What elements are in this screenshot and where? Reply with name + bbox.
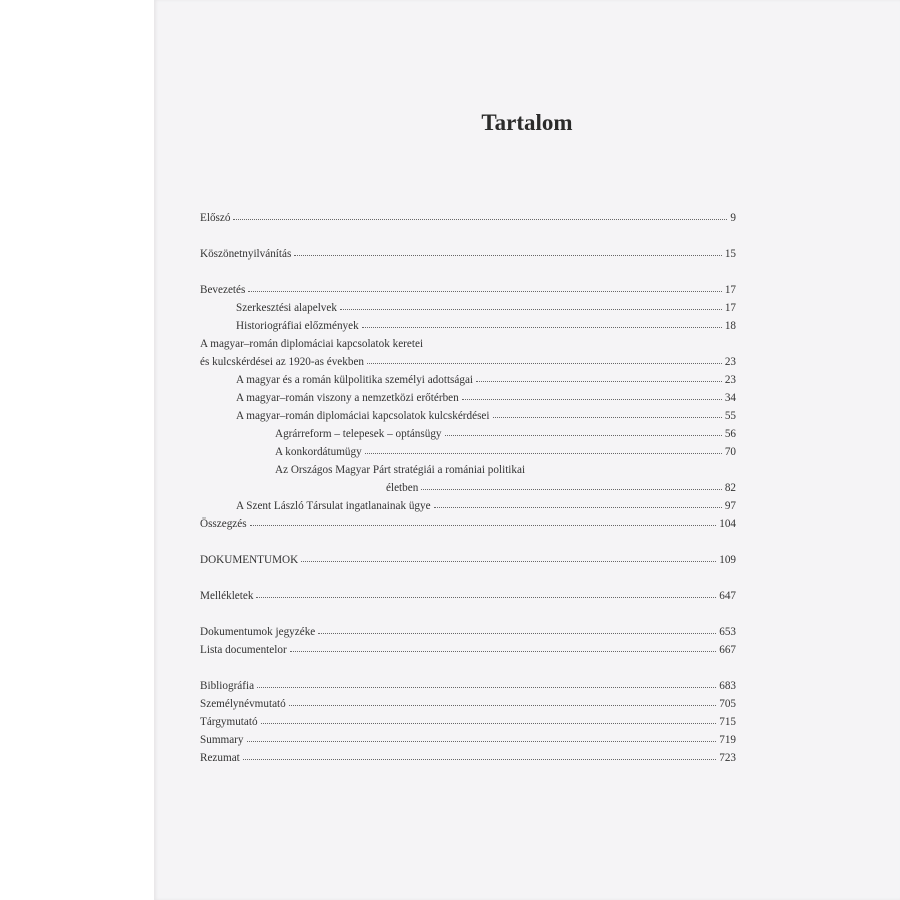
dot-leader [233, 218, 727, 220]
dot-leader [290, 650, 717, 652]
toc-entry-label: A magyar–román diplomáciai kapcsolatok kulcskérdései [236, 410, 490, 422]
dot-leader [434, 506, 722, 508]
toc-entry-rezumat [200, 749, 736, 767]
toc-entry-mellekletek [200, 587, 736, 605]
book-page [154, 0, 900, 900]
toc-page-number: 109 [719, 554, 736, 566]
toc-entry-omp-strategiai [200, 461, 736, 479]
toc-page-number: 104 [719, 518, 736, 530]
toc-entry-kulcskerdesei [200, 353, 736, 371]
toc-entry-label: Dokumentumok jegyzéke [200, 626, 316, 638]
toc-page-number: 70 [724, 446, 736, 458]
toc-entry-konkordatumugy [200, 443, 736, 461]
toc-entry-label: Összegzés [200, 518, 247, 530]
dot-leader [250, 524, 717, 526]
toc-page-number: 55 [724, 410, 736, 422]
page-title: Tartalom [481, 110, 573, 135]
toc-entry-label: Agrárreform – telepesek – optánsügy [275, 428, 442, 440]
dot-leader [247, 740, 717, 742]
toc-entry-bibliografia [200, 677, 736, 695]
dot-leader [289, 704, 716, 706]
toc-entry-label: DOKUMENTUMOK [200, 554, 299, 566]
dot-leader [367, 362, 722, 364]
dot-leader [248, 290, 721, 292]
toc-entry-szemelyi-adottsagai [200, 371, 736, 389]
toc-entry-label: Summary [200, 734, 244, 746]
toc-entry-label: Szerkesztési alapelvek [236, 302, 337, 314]
dot-leader [256, 596, 716, 598]
dot-leader [445, 434, 722, 436]
toc-entry-targymutato [200, 713, 736, 731]
toc-page-number: 18 [724, 320, 736, 332]
dot-leader [421, 488, 722, 490]
dot-leader [294, 254, 721, 256]
dot-leader [493, 416, 722, 418]
toc-entry-eletben [200, 479, 736, 497]
dot-leader [261, 722, 717, 724]
toc-entry-label: Mellékletek [200, 590, 254, 602]
toc-entry-label: Rezumat [200, 752, 240, 764]
dot-leader [243, 758, 716, 760]
toc-entry-szent-laszlo-tarsulat [200, 497, 736, 515]
toc-page-number: 9 [730, 212, 736, 224]
toc-entry-historiografiai-elozmenyek [200, 317, 736, 335]
toc-page-number: 667 [719, 644, 736, 656]
toc-entry-koszonetnyilvanitas [200, 245, 736, 263]
toc-page-number: 97 [724, 500, 736, 512]
toc-page-number: 17 [724, 284, 736, 296]
toc-entry-kapcsolatok-keretei [200, 335, 736, 353]
toc-entry-eloszo [200, 209, 736, 227]
toc-entry-label: Lista documentelor [200, 644, 287, 656]
toc-entry-label: A magyar–román diplomáciai kapcsolatok keretei [200, 338, 424, 350]
toc-page-number: 15 [724, 248, 736, 260]
toc-page-number: 723 [719, 752, 736, 764]
toc-entry-lista-documentelor [200, 641, 736, 659]
toc-entry-szemelynevmutato [200, 695, 736, 713]
toc-entry-label: A magyar és a román külpolitika személyi adottságai [236, 374, 474, 386]
toc-entry-label: Köszönetnyilvánítás [200, 248, 292, 260]
toc-entry-dokumentumok-jegyzeke [200, 623, 736, 641]
toc-entry-nemzetkozi-eroterben [200, 389, 736, 407]
toc-entry-label: Személynévmutató [200, 698, 286, 710]
toc-entry-summary [200, 731, 736, 749]
toc-entry-szerkesztesi-alapelvek [200, 299, 736, 317]
toc-page-number: 653 [719, 626, 736, 638]
page-margin [0, 0, 154, 900]
toc-entry-label: és kulcskérdései az 1920-as években [200, 356, 365, 368]
dot-leader [301, 560, 716, 562]
dot-leader [365, 452, 722, 454]
toc-page-number: 82 [724, 482, 736, 494]
toc-page-number: 56 [724, 428, 736, 440]
toc-page-number: 705 [719, 698, 736, 710]
toc-page-number: 647 [719, 590, 736, 602]
dot-leader [340, 308, 722, 310]
dot-leader [476, 380, 722, 382]
toc-entry-agrarreform [200, 425, 736, 443]
toc-page-number: 34 [724, 392, 736, 404]
toc-entry-label: Bevezetés [200, 284, 246, 296]
toc-entry-label: életben [386, 482, 419, 494]
table-of-contents [200, 209, 736, 767]
toc-page-number: 17 [724, 302, 736, 314]
dot-leader [257, 686, 716, 688]
toc-entry-bevezetes [200, 281, 736, 299]
toc-entry-dokumentumok [200, 551, 736, 569]
toc-entry-label: Historiográfiai előzmények [236, 320, 359, 332]
toc-entry-label: Tárgymutató [200, 716, 258, 728]
toc-entry-label: A magyar–román viszony a nemzetközi erőtérben [236, 392, 459, 404]
toc-entry-label: Előszó [200, 212, 231, 224]
toc-entry-label: Bibliográfia [200, 680, 255, 692]
toc-entry-osszegzes [200, 515, 736, 533]
toc-page-number: 683 [719, 680, 736, 692]
toc-entry-label: A Szent László Társulat ingatlanainak ügye [236, 500, 431, 512]
toc-page-number: 715 [719, 716, 736, 728]
dot-leader [462, 398, 722, 400]
toc-page-number: 719 [719, 734, 736, 746]
toc-entry-kapcsolatok-kulcskerdesei [200, 407, 736, 425]
toc-entry-label: A konkordátumügy [275, 446, 362, 458]
dot-leader [362, 326, 722, 328]
dot-leader [318, 632, 716, 634]
toc-page-number: 23 [724, 356, 736, 368]
toc-entry-label: Az Országos Magyar Párt stratégiái a romániai politikai [275, 464, 526, 476]
toc-page-number: 23 [724, 374, 736, 386]
